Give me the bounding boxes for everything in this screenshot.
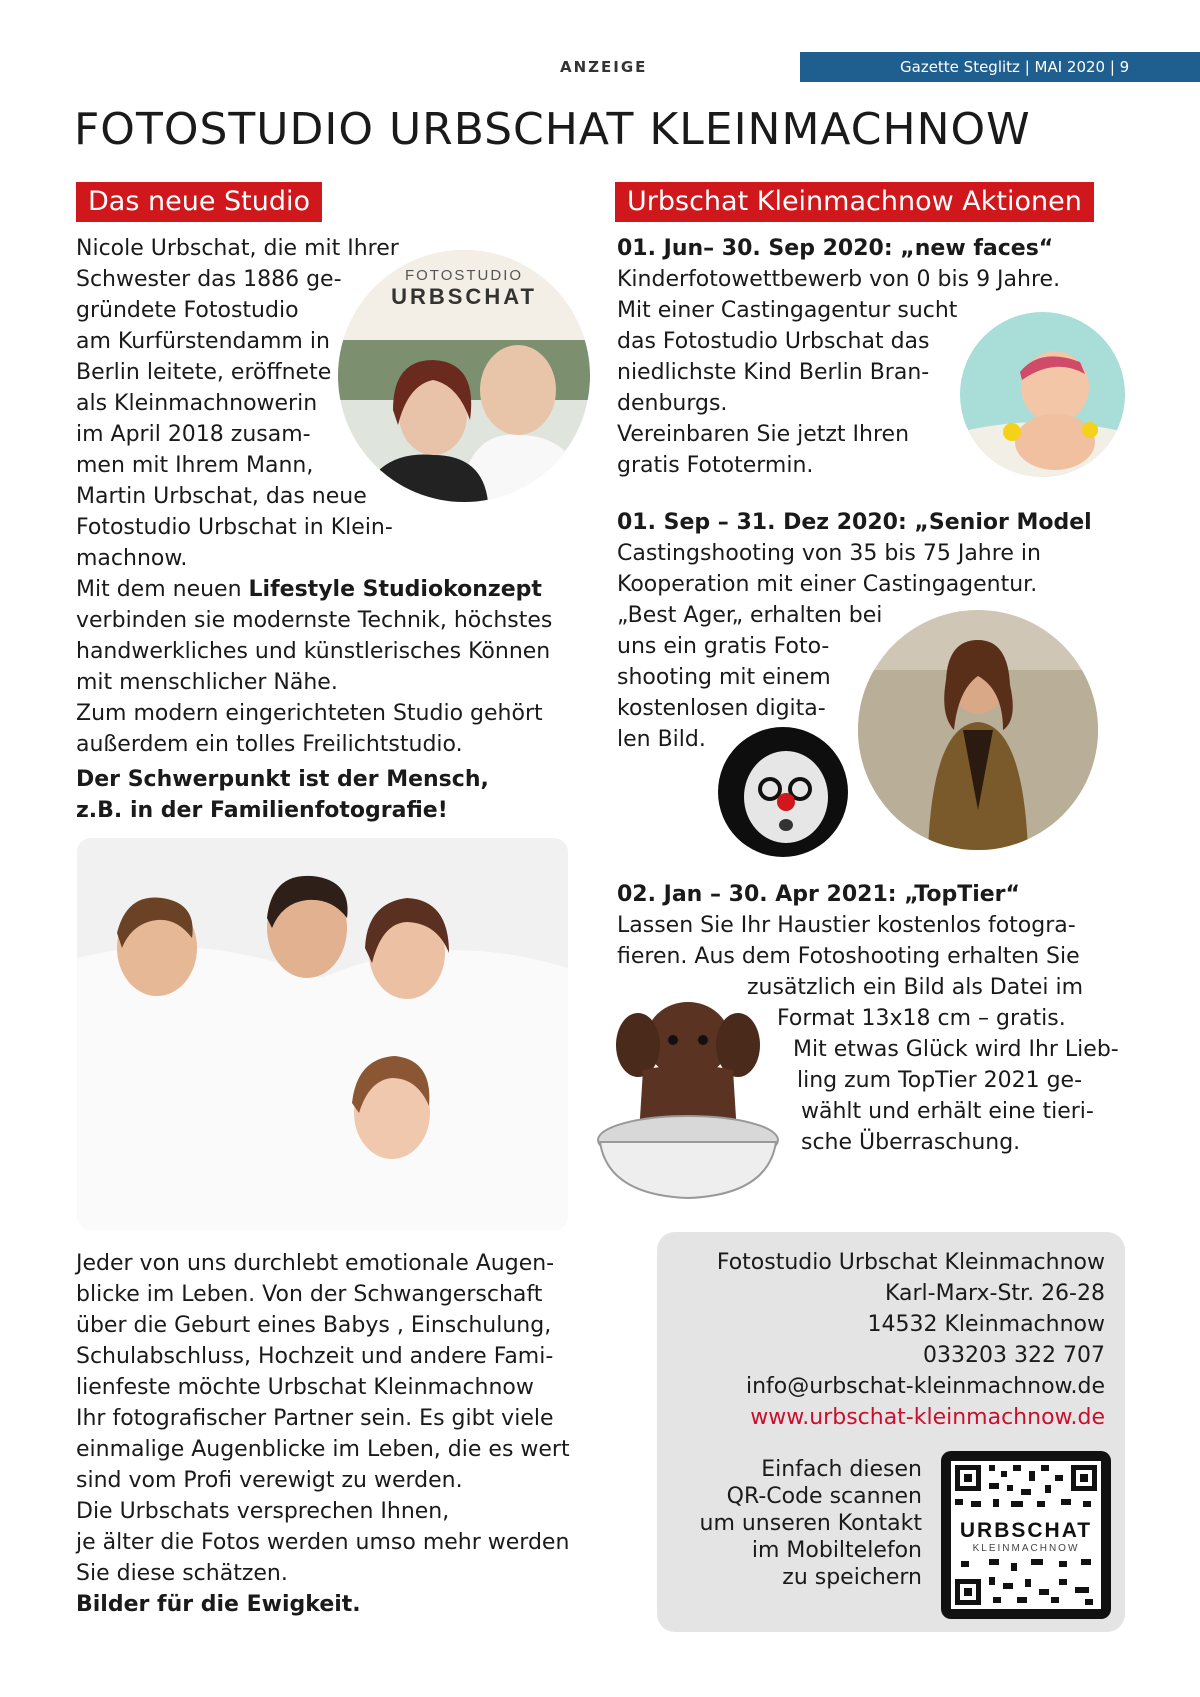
text-line: Vereinbaren Sie jetzt Ihren	[617, 422, 910, 447]
promo-title: 01. Jun– 30. Sep 2020: „new faces“	[617, 236, 1054, 261]
text-line: über die Geburt eines Babys , Einschulung,	[76, 1313, 552, 1338]
text-line: Kinderfotowettbewerb von 0 bis 9 Jahre.	[617, 267, 1061, 292]
text-line	[76, 574, 636, 605]
text-line: als Kleinmachnowerin	[76, 391, 318, 416]
contact-line: Karl-Marx-Str. 26-28	[884, 1281, 1105, 1306]
text-line: zu speichern	[782, 1565, 922, 1590]
lifestyle-bold: Lifestyle Studiokonzept	[248, 577, 542, 602]
text-line: Jeder von uns durchlebt emotionale Augen-	[76, 1251, 555, 1276]
contact-line: 14532 Kleinmachnow	[867, 1312, 1105, 1337]
storefront-sign-2: URBSCHAT	[391, 284, 537, 309]
text-line: handwerkliches und künstlerisches Können	[76, 639, 551, 664]
qr-code[interactable]	[941, 1451, 1111, 1619]
text-line: Format 13x18 cm – gratis.	[777, 1006, 1066, 1031]
contact-line: Fotostudio Urbschat Kleinmachnow	[716, 1250, 1105, 1275]
text-line: gratis Fototermin.	[617, 453, 814, 478]
gazette-bar: Gazette Steglitz | MAI 2020 | 9	[800, 52, 1200, 82]
baby-photo	[960, 312, 1125, 477]
text-line: Martin Urbschat, das neue	[76, 484, 367, 509]
text-line: im Mobiltelefon	[751, 1538, 922, 1563]
text-line: Einfach diesen	[761, 1457, 922, 1482]
text-line: mit menschlicher Nähe.	[76, 670, 338, 695]
text-line: Der Schwerpunkt ist der Mensch,	[76, 767, 489, 792]
contact-info	[657, 1247, 1105, 1433]
text-line: Kooperation mit einer Castingagentur.	[617, 572, 1038, 597]
text-line: Schulabschluss, Hochzeit und andere Fami-	[76, 1344, 554, 1369]
lifestyle-prefix: Mit dem neuen	[76, 577, 249, 602]
qr-brand: URBSCHAT	[959, 1519, 1093, 1542]
text-line: „Best Ager„ erhalten bei	[617, 603, 883, 628]
text-line: um unseren Kontakt	[699, 1511, 922, 1536]
focus-text	[76, 764, 636, 826]
text-line: niedlichste Kind Berlin Bran-	[617, 360, 930, 385]
closing-line: Bilder für die Ewigkeit.	[76, 1592, 361, 1617]
qr-instructions	[660, 1456, 922, 1591]
text-line: außerdem ein tolles Freilichtstudio.	[76, 732, 463, 757]
text-line: Lassen Sie Ihr Haustier kostenlos fotogra-	[617, 913, 1076, 938]
bottom-text	[76, 1248, 656, 1620]
family-photo	[77, 838, 568, 1230]
contact-line: 033203 322 707	[923, 1343, 1105, 1368]
text-line: Castingshooting von 35 bis 75 Jahre in	[617, 541, 1041, 566]
text-line: len Bild.	[617, 727, 706, 752]
text-line: fieren. Aus dem Fotoshooting erhalten Sie	[617, 944, 1080, 969]
text-line: am Kurfürstendamm in	[76, 329, 330, 354]
text-line: sind vom Profi verewigt zu werden.	[76, 1468, 463, 1493]
text-line: machnow.	[76, 546, 188, 571]
text-line: lienfeste möchte Urbschat Kleinmachnow	[76, 1375, 534, 1400]
promo-title: 01. Sep – 31. Dez 2020: „Senior Model	[617, 510, 1092, 535]
text-line: das Fotostudio Urbschat das	[617, 329, 930, 354]
couple-photo	[338, 250, 590, 502]
text-line: shooting mit einem	[617, 665, 831, 690]
text-line: blicke im Leben. Von der Schwangerschaft	[76, 1282, 543, 1307]
text-line: Schwester das 1886 ge-	[76, 267, 342, 292]
text-line: Zum modern eingerichteten Studio gehört	[76, 701, 543, 726]
page-title: FOTOSTUDIO URBSCHAT KLEINMACHNOW	[74, 104, 1031, 155]
text-line: sche Überraschung.	[801, 1130, 1021, 1155]
text-line: kostenlosen digita-	[617, 696, 826, 721]
text-line: ling zum TopTier 2021 ge-	[797, 1068, 1083, 1093]
text-line: Nicole Urbschat, die mit Ihrer	[76, 236, 399, 261]
text-line: verbinden sie modernste Technik, höchstes	[76, 608, 553, 633]
email-link[interactable]: info@urbschat-kleinmachnow.de	[745, 1374, 1105, 1399]
text-line: Die Urbschats versprechen Ihnen,	[76, 1499, 450, 1524]
dog-photo	[588, 1000, 788, 1210]
text-line: men mit Ihrem Mann,	[76, 453, 314, 478]
model-woman-photo	[858, 610, 1098, 850]
text-line: wählt und erhält eine tieri-	[801, 1099, 1094, 1124]
section-tag-new-studio: Das neue Studio	[76, 182, 322, 222]
text-line: einmalige Augenblicke im Leben, die es wert	[76, 1437, 570, 1462]
anzeige-label: ANZEIGE	[560, 58, 648, 76]
text-line: Sie diese schätzen.	[76, 1561, 288, 1586]
senior-man-photo	[718, 727, 848, 857]
text-line: Berlin leitete, eröffnete	[76, 360, 332, 385]
storefront-sign-1: FOTOSTUDIO	[404, 267, 524, 284]
promo-title: 02. Jan – 30. Apr 2021: „TopTier“	[617, 882, 1020, 907]
text-line: gründete Fotostudio	[76, 298, 299, 323]
text-line: QR-Code scannen	[726, 1484, 922, 1509]
website-link[interactable]: www.urbschat-kleinmachnow.de	[750, 1405, 1105, 1430]
text-line: Fotostudio Urbschat in Klein-	[76, 515, 393, 540]
text-line: im April 2018 zusam-	[76, 422, 311, 447]
section-tag-actions: Urbschat Kleinmachnow Aktionen	[615, 182, 1094, 222]
text-line: Mit etwas Glück wird Ihr Lieb-	[793, 1037, 1119, 1062]
text-line: z.B. in der Familienfotografie!	[76, 798, 448, 823]
text-line: Mit einer Castingagentur sucht	[617, 298, 958, 323]
qr-sub: KLEINMACHNOW	[972, 1543, 1080, 1554]
text-line: uns ein gratis Foto-	[617, 634, 830, 659]
text-line: denburgs.	[617, 391, 728, 416]
text-line: zusätzlich ein Bild als Datei im	[747, 975, 1084, 1000]
text-line: Ihr fotografischer Partner sein. Es gibt viele	[76, 1406, 554, 1431]
text-line: je älter die Fotos werden umso mehr werden	[76, 1530, 570, 1555]
